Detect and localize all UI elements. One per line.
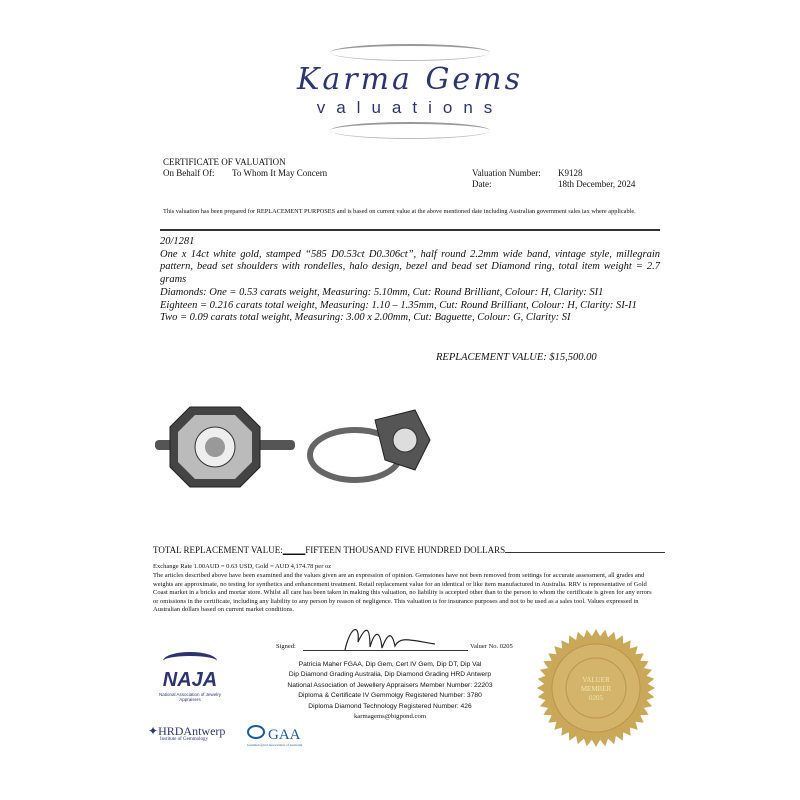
item-ref: 20/1281 bbox=[160, 236, 195, 247]
email: karmagems@bigpond.com bbox=[353, 713, 427, 721]
disclaimer: The articles described above have been examined and the values given are an expression of opinion. Gemstones have not been removed from settings for accurate assessment, all grades and weights are approximate, no testing for synthetics and enhancement treatment. Retail replacement value for an identical or like item manufactured in Australia. RRV is representative of Gold Coast market in a bricks and mortar store. Whilst all care has been taken in making this valuation, no liability is accepted other than to the person to whom the certificate is given for any errors or omissions in the certificate, including any liability to any person by reason of negligence. This valuation is for insurance purposes and not to be used as a sales tool. Values expressed in Australian dollars based on current market conditions. bbox=[153, 572, 652, 613]
svg-text:VALUER: VALUER bbox=[582, 676, 610, 684]
replacement-value: REPLACEMENT VALUE: $15,500.00 bbox=[436, 352, 597, 363]
credential-line: Dip Diamond Grading Australia, Dip Diamond Grading HRD Antwerp bbox=[288, 671, 492, 679]
diamond-line: Eighteen = 0.216 carats total weight, Measuring: 1.10 – 1.35mm, Cut: Round Brilliant, Colour: H, Clarity: SI-I1 bbox=[160, 299, 637, 311]
gaa-logo bbox=[247, 725, 302, 747]
hrd-text: HRDAntwerp bbox=[158, 724, 226, 738]
hrd-logo: ✦HRDAntwerp Institute of Gemmology bbox=[148, 724, 226, 742]
total-blank: _____ bbox=[282, 545, 306, 555]
diamond-line: Two = 0.09 carats total weight, Measuring: 3.00 x 2.00mm, Cut: Baguette, Colour: G, Clarity: SI bbox=[160, 312, 571, 324]
ornament-top bbox=[330, 44, 490, 61]
valuation-number: K9128 bbox=[558, 168, 583, 178]
date: 18th December, 2024 bbox=[558, 179, 636, 189]
logo-name: Karma Gems bbox=[296, 62, 524, 97]
hrd-subtitle: Institute of Gemmology bbox=[160, 737, 209, 742]
naja-logo bbox=[155, 652, 225, 702]
behalf-value: To Whom It May Concern bbox=[232, 168, 328, 178]
karma-gems-logo bbox=[270, 40, 550, 140]
credential-line: National Association of Jewellery Appraisers Member Number: 22203 bbox=[287, 681, 493, 689]
diamond-line: Diamonds: One = 0.53 carats weight, Measuring: 5.10mm, Cut: Round Brilliant, Colour: H, Clarity: SI1 bbox=[160, 286, 604, 298]
credential-line: Diploma & Certificate IV Gemmolgy Registered Number: 3780 bbox=[298, 692, 482, 700]
exchange-rate: Exchange Rate 1.00AUD = 0.63 USD, Gold = AUD 4,174.78 per oz bbox=[153, 563, 332, 570]
credential-line: Patricia Maher FGAA, Dip Gem, Cert IV Gem, Dip DT, Dip Val bbox=[298, 661, 482, 668]
gaa-emblem-icon bbox=[247, 725, 265, 739]
ring-side-photo bbox=[305, 400, 435, 490]
svg-text:0205: 0205 bbox=[589, 694, 603, 702]
total-replacement-line bbox=[153, 545, 653, 556]
purpose-note: This valuation has been prepared for REPLACEMENT PURPOSES and is based on current value at the above mentioned date including Australian government sales tax where applicable. bbox=[163, 208, 636, 215]
signature bbox=[340, 622, 440, 654]
gaa-text: GAA bbox=[268, 727, 301, 743]
naja-text: NAJA bbox=[162, 669, 218, 691]
logo-subtitle: valuations bbox=[316, 98, 504, 117]
item-description: One x 14ct white gold, stamped “585 D0.53ct D0.306ct”, half round 2.2mm wide band, vintage style, millegrain pattern, bead set shoulders with rondelles, halo design, bezel and bead set Diamond ring, total item weight = 2.7 grams bbox=[160, 248, 660, 286]
certificate-title: CERTIFICATE OF VALUATION bbox=[163, 157, 286, 167]
ring-front-photo bbox=[155, 395, 295, 495]
gaa-subtitle: Gemmological Association of Australia bbox=[247, 743, 303, 747]
ornament-bottom bbox=[330, 122, 490, 139]
valuer-number: Valuer No. 0205 bbox=[470, 643, 513, 650]
item-section bbox=[160, 236, 660, 325]
divider bbox=[160, 229, 660, 231]
valuation-number-label: Valuation Number: bbox=[472, 168, 541, 178]
behalf-label: On Behalf Of: bbox=[163, 168, 215, 178]
signed-label: Signed: bbox=[276, 643, 296, 650]
svg-text:MEMBER: MEMBER bbox=[580, 685, 612, 693]
credential-line: Diploma Diamond Technology Registered Number: 426 bbox=[308, 702, 472, 710]
date-label: Date: bbox=[472, 179, 492, 189]
naja-subtitle: National Association of Jewelry Appraisers bbox=[158, 692, 222, 702]
total-value: FIFTEEN THOUSAND FIVE HUNDRED DOLLARS bbox=[305, 545, 506, 555]
total-label: TOTAL REPLACEMENT VALUE: bbox=[153, 545, 283, 555]
credentials bbox=[280, 660, 500, 722]
gold-seal bbox=[536, 628, 656, 748]
